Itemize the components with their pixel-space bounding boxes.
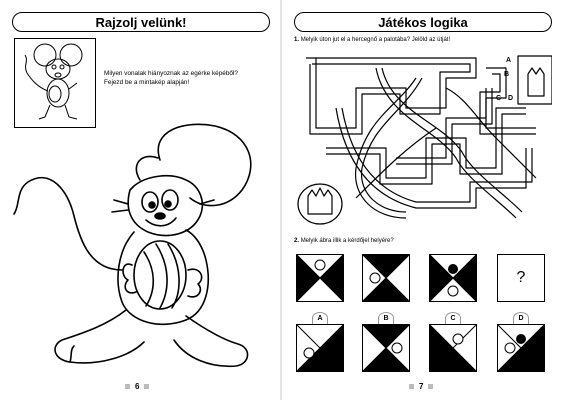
question-2 [294,238,394,244]
page-number-bullet [125,384,130,389]
question-2-text: Melyik ábra illik a kérdőjel helyére? [300,238,394,244]
sequence-tile-3 [429,254,477,302]
option-label-b: B [378,312,394,324]
option-label-a: A [312,312,328,324]
page-number-bullet [144,384,149,389]
answer-option-c-figure [430,325,476,371]
maze-puzzle[interactable] [296,48,552,228]
option-label-d: D [513,312,529,324]
option-label-c: C [445,312,461,324]
maze-label-d: D [508,95,514,102]
instruction-line-2: Fejezd be a mintakép alapján! [104,79,190,86]
instruction-line-1: Milyen vonalak hiányoznak az egérke képéből? [104,70,238,77]
reference-mouse-image [14,38,96,128]
answer-option-a-figure [297,325,343,371]
mouse-thumbnail-drawing [15,39,95,127]
right-page-number [404,382,438,391]
sequence-tile-3-figure [430,255,476,301]
sequence-tile-2 [362,254,410,302]
answer-option-c[interactable] [429,324,477,372]
question-mark-tile: ? [497,254,545,302]
sequence-tile-1 [296,254,344,302]
maze-label-b: B [504,71,510,78]
question-1-number: 1. [294,37,300,43]
question-2-number: 2. [294,238,300,244]
left-page-number-text: 6 [135,382,140,391]
answer-option-d[interactable] [497,324,545,372]
sequence-tile-1-figure [297,255,343,301]
page-number-bullet [409,384,414,389]
answer-option-b-figure [363,325,409,371]
mouse-coloring-drawing [10,120,276,382]
left-page-title: Rajzolj velünk! [12,12,270,32]
sequence-tile-2-figure [363,255,409,301]
right-page [284,0,562,400]
maze-label-a: A [506,57,512,64]
question-1-text: Melyik úton jut el a hercegnő a palotába? Jelöld az útját! [300,37,451,43]
question-1 [294,37,450,43]
page-number-bullet [428,384,433,389]
answer-option-a[interactable] [296,324,344,372]
maze-label-c: C [496,95,502,102]
answer-option-d-figure [498,325,544,371]
right-page-title: Játékos logika [294,12,552,32]
book-spine [280,0,282,400]
left-page-number [120,382,154,391]
right-page-number-text: 7 [419,382,424,391]
answer-option-b[interactable] [362,324,410,372]
drawing-instructions [104,69,274,87]
left-page [0,0,278,400]
